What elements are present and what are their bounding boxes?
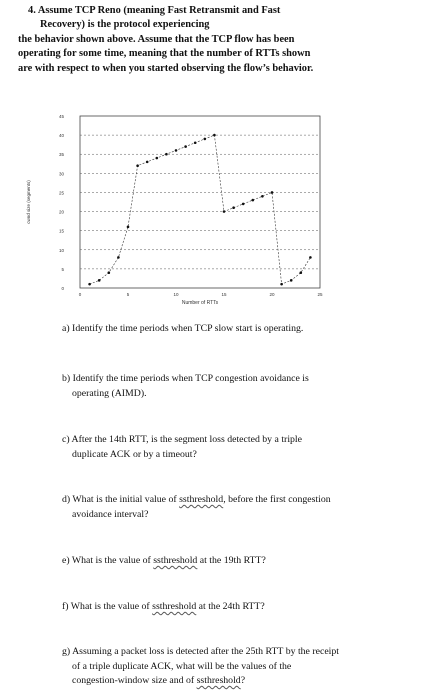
question-d-line2: avoidance interval?: [72, 508, 149, 520]
intro-line-2: Recovery) is the protocol experiencing: [40, 19, 210, 31]
question-b-line1: b) Identify the time periods when TCP congestion avoidance is: [62, 373, 309, 384]
chart-svg: [20, 108, 370, 308]
question-g-line2: of a triple duplicate ACK, what will be the values of the: [72, 660, 292, 672]
y-tick-label: 35: [58, 152, 64, 158]
data-point: [280, 283, 283, 286]
question-g-ssthreshold: ssthreshold: [196, 675, 241, 687]
question-b-line2: operating (AIMD).: [72, 387, 147, 399]
y-tick-label: 40: [58, 133, 64, 139]
data-point: [300, 271, 303, 274]
x-tick-label: 15: [221, 292, 227, 297]
data-point: [175, 149, 178, 152]
y-tick-label: 15: [58, 228, 64, 234]
data-point: [165, 153, 168, 156]
data-point: [271, 191, 274, 194]
question-c: [62, 433, 362, 462]
intro-line-5: are with respect to when you started observing the flow’s behavior.: [18, 62, 314, 74]
x-tick-label: 10: [173, 292, 179, 297]
question-g-line3-a: congestion-window size and of: [72, 675, 197, 687]
question-g-line3-b: ?: [240, 675, 246, 687]
question-a-text: a) Identify the time periods when TCP slow start is operating.: [62, 323, 304, 334]
data-point: [261, 195, 264, 198]
x-tick-label: 20: [269, 292, 275, 297]
cwnd-chart: [20, 108, 370, 308]
question-g-line1: g) Assuming a packet loss is detected after the 25th RTT by the receipt: [62, 646, 340, 657]
data-point: [232, 206, 235, 209]
question-g-line3: [62, 674, 362, 689]
data-point: [204, 138, 207, 141]
question-d-line1-a: d) What is the initial value of: [62, 494, 180, 505]
question-f-b: at the 24th RTT?: [196, 601, 265, 612]
data-point: [290, 279, 293, 282]
intro-line-4: operating for some time, meaning that the number of RTTs shown: [18, 48, 311, 60]
question-e: [62, 554, 362, 569]
data-point: [213, 134, 216, 137]
y-tick-label: 10: [58, 247, 64, 253]
question-d-ssthreshold: ssthreshold: [179, 494, 224, 505]
question-f-a: f) What is the value of: [62, 601, 153, 612]
question-c-line2: duplicate ACK or by a timeout?: [72, 448, 197, 460]
question-a: [62, 322, 362, 337]
x-tick-label: 5: [126, 292, 130, 297]
data-point: [117, 256, 120, 259]
y-tick-label: 25: [58, 190, 64, 196]
question-f-ssthreshold: ssthreshold: [152, 601, 197, 612]
problem-intro: [18, 4, 410, 76]
question-e-b: at the 19th RTT?: [197, 555, 266, 566]
data-point: [223, 210, 226, 213]
data-point: [88, 283, 91, 286]
data-point: [184, 145, 187, 148]
data-point: [309, 256, 312, 259]
question-g: [62, 645, 362, 689]
y-tick-label: 20: [58, 209, 64, 215]
y-tick-label: 30: [58, 171, 64, 177]
question-d: [62, 493, 362, 522]
y-tick-label: 0: [61, 286, 64, 291]
question-e-ssthreshold: ssthreshold: [153, 555, 198, 566]
data-point: [136, 164, 139, 167]
intro-line-3: the behavior shown above. Assume that the TCP flow has been: [18, 33, 295, 45]
x-axis-label: Number of RTTs: [181, 300, 219, 306]
data-point: [252, 199, 255, 202]
x-tick-label: 0: [78, 292, 82, 297]
question-f: [62, 600, 362, 615]
question-b: [62, 372, 362, 401]
question-e-a: e) What is the value of: [62, 555, 154, 566]
question-c-line1: c) After the 14th RTT, is the segment loss detected by a triple: [62, 434, 303, 445]
y-tick-label: 5: [61, 266, 64, 272]
intro-line-1: 4. Assume TCP Reno (meaning Fast Retransmit and Fast: [28, 5, 281, 16]
data-point: [242, 203, 245, 206]
y-tick-label: 45: [58, 114, 64, 119]
y-axis-label: cwnd size (segments): [26, 180, 31, 224]
data-point: [156, 157, 159, 160]
x-tick-label: 25: [317, 292, 323, 297]
data-point: [127, 226, 130, 229]
plot-frame: [80, 116, 320, 288]
cwnd-series-line: [90, 135, 311, 284]
question-d-line1-b: , before the first congestion: [223, 494, 331, 505]
data-point: [146, 161, 149, 164]
data-point: [194, 141, 197, 144]
data-point: [108, 271, 111, 274]
data-point: [98, 279, 101, 282]
